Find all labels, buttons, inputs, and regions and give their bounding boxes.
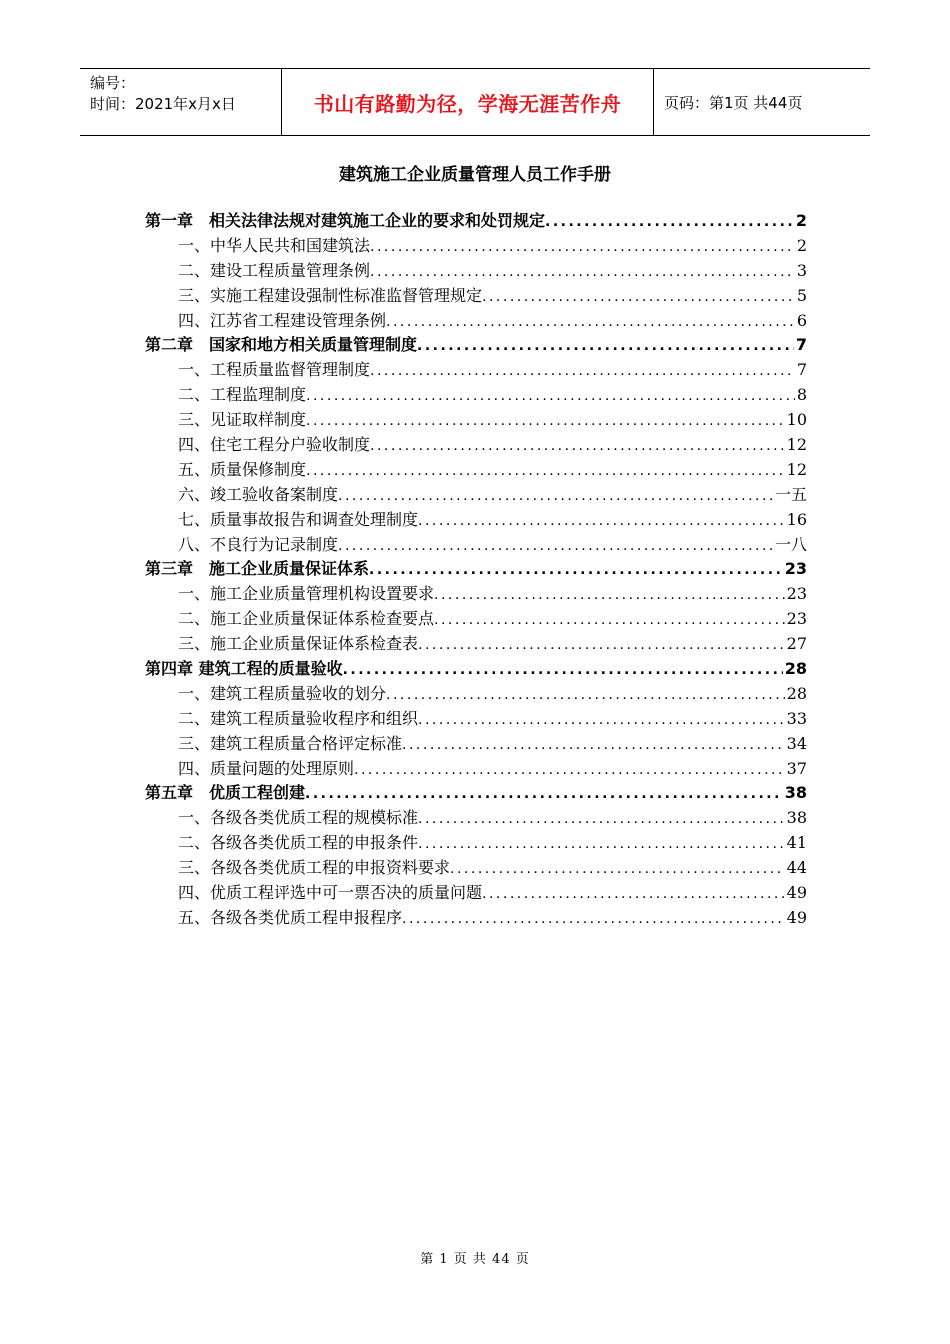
toc-page-number: 16 [786,509,807,529]
table-of-contents [145,208,807,930]
toc-section-entry[interactable] [145,631,807,656]
toc-chapter-entry[interactable] [145,332,807,357]
document-title: 建筑施工企业质量管理人员工作手册 [339,165,611,185]
toc-section-entry[interactable] [145,283,807,308]
toc-section-entry[interactable] [145,532,807,557]
toc-dot-leader [369,562,783,578]
toc-entry-title: 七、质量事故报告和调查处理制度 [178,509,419,529]
toc-page-number: 49 [786,907,807,927]
toc-page-number: 23 [786,609,807,629]
toc-dot-leader [545,214,794,230]
toc-page-number: 23 [784,559,807,579]
toc-section-entry[interactable] [145,308,807,333]
toc-section-entry[interactable] [145,830,807,855]
toc-section-entry[interactable] [145,731,807,756]
toc-section-entry[interactable] [145,581,807,606]
toc-dot-leader [418,637,785,653]
toc-dot-leader [418,513,785,529]
toc-entry-title: 第一章 相关法律法规对建筑施工企业的要求和处罚规定 [145,211,546,230]
toc-dot-leader [370,363,795,379]
header-table [80,68,870,136]
toc-dot-leader [305,786,783,802]
toc-entry-title: 四、优质工程评选中可一票否决的质量问题 [178,883,483,903]
toc-dot-leader [418,836,785,852]
toc-entry-title: 三、建筑工程质量合格评定标准 [178,733,403,753]
toc-section-entry[interactable] [145,258,807,283]
toc-dot-leader [370,239,795,255]
toc-section-entry[interactable] [145,507,807,532]
toc-section-entry[interactable] [145,482,807,507]
toc-entry-title: 二、建筑工程质量验收程序和组织 [178,708,419,728]
toc-page-number: 38 [784,783,807,803]
toc-chapter-entry[interactable] [145,208,807,233]
toc-entry-title: 三、见证取样制度 [178,410,307,430]
toc-entry-title: 第三章 施工企业质量保证体系 [145,559,370,579]
toc-dot-leader [370,438,785,454]
toc-page-number: 一五 [774,484,807,504]
toc-dot-leader [402,737,785,753]
toc-dot-leader [354,762,785,778]
toc-page-number: 33 [786,708,807,728]
toc-page-number: 7 [796,360,807,380]
toc-page-number: 5 [796,285,807,305]
toc-entry-title: 五、各级各类优质工程申报程序 [178,907,403,927]
toc-page-number: 23 [786,584,807,604]
toc-entry-title: 第二章 国家和地方相关质量管理制度 [145,335,418,355]
toc-dot-leader [434,612,785,628]
toc-page-number: 8 [796,385,807,405]
toc-dot-leader [402,911,785,927]
toc-entry-title: 四、住宅工程分户验收制度 [178,435,371,455]
toc-dot-leader [434,587,785,603]
toc-page-number: 2 [795,211,807,230]
toc-section-entry[interactable] [145,706,807,731]
toc-section-entry[interactable] [145,457,807,482]
toc-entry-title: 四、江苏省工程建设管理条例 [178,310,387,330]
toc-dot-leader [306,413,785,429]
toc-dot-leader [386,687,785,703]
toc-page-number: 3 [796,260,807,280]
toc-entry-title: 二、工程监理制度 [178,385,307,405]
toc-chapter-entry[interactable] [145,780,807,805]
toc-entry-title: 一、各级各类优质工程的规模标准 [178,808,419,828]
toc-entry-title: 四、质量问题的处理原则 [178,758,355,778]
toc-section-entry[interactable] [145,382,807,407]
toc-page-number: 34 [786,733,807,753]
toc-entry-title: 六、竣工验收备案制度 [178,484,339,504]
toc-page-number: 12 [786,435,807,455]
toc-section-entry[interactable] [145,606,807,631]
toc-entry-title: 第四章 建筑工程的质量验收 [145,659,343,679]
toc-section-entry[interactable] [145,357,807,382]
header-page-info: 页码：第1页 共44页 [664,93,803,112]
toc-entry-title: 二、各级各类优质工程的申报条件 [178,833,419,853]
toc-dot-leader [482,289,795,305]
toc-entry-title: 三、实施工程建设强制性标准监督管理规定 [178,285,483,305]
toc-section-entry[interactable] [145,805,807,830]
header-motto: 书山有路勤为径，学海无涯苦作舟 [282,69,654,135]
toc-page-number: 6 [796,310,807,330]
toc-entry-title: 二、施工企业质量保证体系检查要点 [178,609,435,629]
toc-chapter-entry[interactable] [145,556,807,581]
toc-entry-title: 一、施工企业质量管理机构设置要求 [178,584,435,604]
toc-entry-title: 一、中华人民共和国建筑法 [178,235,371,255]
toc-dot-leader [343,662,783,678]
time-label: 时间：2021年x月x日 [90,95,236,113]
toc-chapter-entry[interactable] [145,656,807,681]
toc-page-number: 41 [786,833,807,853]
toc-entry-title: 一、工程质量监督管理制度 [178,360,371,380]
toc-dot-leader [418,811,785,827]
toc-entry-title: 第五章 优质工程创建 [145,783,306,803]
header-meta [80,69,282,135]
toc-dot-leader [418,712,785,728]
toc-section-entry[interactable] [145,880,807,905]
toc-section-entry[interactable] [145,681,807,706]
toc-section-entry[interactable] [145,905,807,930]
toc-entry-title: 三、施工企业质量保证体系检查表 [178,634,419,654]
toc-section-entry[interactable] [145,855,807,880]
toc-entry-title: 三、各级各类优质工程的申报资料要求 [178,858,451,878]
toc-page-number: 2 [796,235,807,255]
toc-entry-title: 二、建设工程质量管理条例 [178,260,371,280]
toc-dot-leader [338,488,773,504]
toc-dot-leader [450,861,785,877]
toc-dot-leader [417,338,794,354]
toc-section-entry[interactable] [145,233,807,258]
toc-dot-leader [306,388,795,404]
toc-dot-leader [338,538,773,554]
toc-page-number: 28 [786,683,807,703]
number-label: 编号： [90,74,136,92]
toc-page-number: 27 [786,634,807,654]
toc-dot-leader [386,314,795,330]
toc-entry-title: 八、不良行为记录制度 [178,534,339,554]
toc-page-number: 28 [784,659,807,679]
toc-page-number: 一八 [774,534,807,554]
toc-page-number: 38 [786,808,807,828]
toc-section-entry[interactable] [145,432,807,457]
toc-dot-leader [306,463,785,479]
toc-page-number: 44 [786,858,807,878]
toc-dot-leader [482,886,785,902]
toc-section-entry[interactable] [145,407,807,432]
page-footer: 第 1 页 共 44 页 [420,1252,530,1267]
toc-page-number: 37 [786,758,807,778]
toc-section-entry[interactable] [145,756,807,781]
toc-entry-title: 五、质量保修制度 [178,459,307,479]
toc-entry-title: 一、建筑工程质量验收的划分 [178,683,387,703]
toc-page-number: 49 [786,883,807,903]
toc-page-number: 7 [795,335,807,355]
toc-dot-leader [370,264,795,280]
toc-page-number: 12 [786,459,807,479]
toc-page-number: 10 [786,410,807,430]
